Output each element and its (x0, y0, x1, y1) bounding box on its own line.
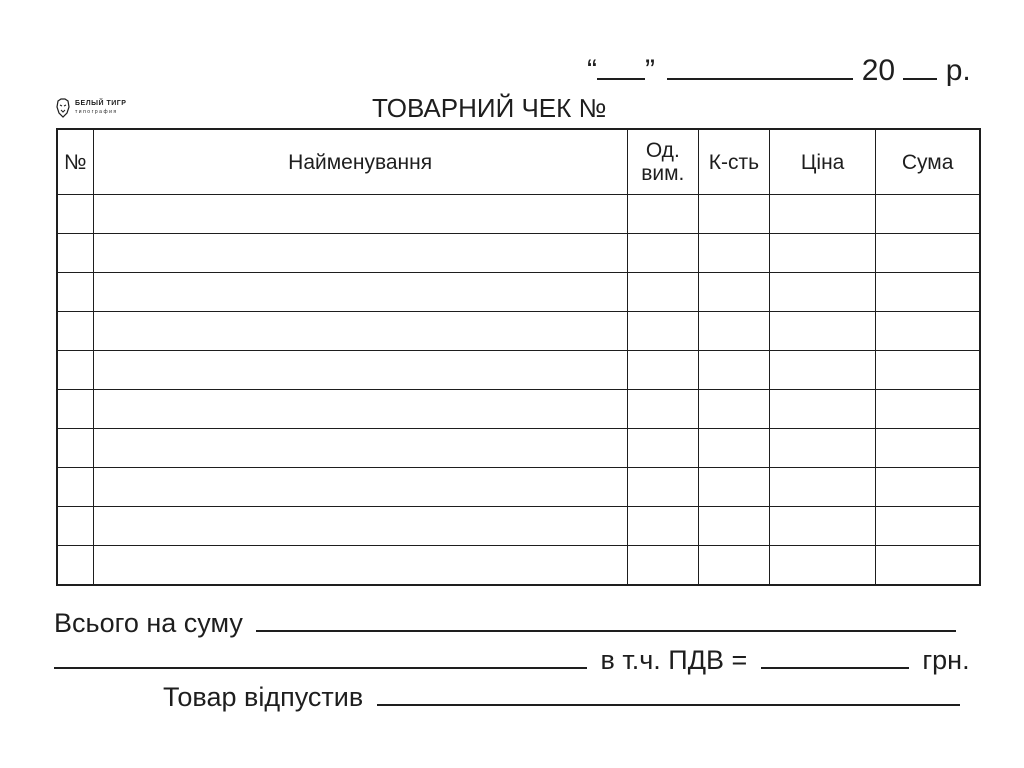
cell-unit[interactable] (627, 507, 698, 546)
cell-number[interactable] (57, 273, 93, 312)
month-blank[interactable] (667, 50, 853, 80)
cell-name[interactable] (93, 390, 627, 429)
cell-quantity[interactable] (698, 234, 769, 273)
table-row (57, 390, 980, 429)
cell-name[interactable] (93, 546, 627, 586)
cell-unit[interactable] (627, 351, 698, 390)
year-prefix: 20 (861, 54, 896, 87)
column-header-unit-text: Од. вим. (641, 139, 685, 185)
cell-quantity[interactable] (698, 312, 769, 351)
cell-unit[interactable] (627, 312, 698, 351)
table-row (57, 273, 980, 312)
cell-unit[interactable] (627, 234, 698, 273)
tiger-head-icon (55, 98, 71, 118)
table-row (57, 195, 980, 234)
cell-sum[interactable] (876, 273, 980, 312)
cell-price[interactable] (770, 390, 876, 429)
table-row (57, 546, 980, 586)
cell-price[interactable] (770, 546, 876, 586)
cell-number[interactable] (57, 312, 93, 351)
cell-quantity[interactable] (698, 390, 769, 429)
document-title: ТОВАРНИЙ ЧЕК № (372, 93, 607, 123)
released-blank[interactable] (377, 678, 960, 706)
column-header-sum: Сума (876, 129, 980, 195)
logo-subtitle: типография (75, 109, 118, 115)
cell-unit[interactable] (627, 546, 698, 586)
cell-quantity[interactable] (698, 546, 769, 586)
table-row (57, 429, 980, 468)
cell-number[interactable] (57, 468, 93, 507)
released-label: Товар відпустив (163, 682, 364, 712)
table-header-row (57, 129, 980, 195)
logo-brand: БЕЛЫЙ ТИГР (75, 100, 127, 107)
cell-price[interactable] (770, 468, 876, 507)
cell-name[interactable] (93, 234, 627, 273)
cell-unit[interactable] (627, 273, 698, 312)
cell-price[interactable] (770, 312, 876, 351)
date-line (587, 50, 971, 89)
year-blank[interactable] (903, 50, 937, 80)
cell-price[interactable] (770, 273, 876, 312)
released-line (163, 678, 960, 714)
table-row (57, 312, 980, 351)
cell-sum[interactable] (876, 234, 980, 273)
cell-quantity[interactable] (698, 468, 769, 507)
cell-sum[interactable] (876, 429, 980, 468)
table-row (57, 234, 980, 273)
vat-line (54, 641, 970, 677)
day-blank[interactable] (597, 50, 645, 80)
table-row (57, 507, 980, 546)
cell-number[interactable] (57, 429, 93, 468)
cell-sum[interactable] (876, 468, 980, 507)
cell-quantity[interactable] (698, 507, 769, 546)
cell-quantity[interactable] (698, 195, 769, 234)
close-quote: ” (645, 54, 655, 87)
column-header-name: Найменування (93, 129, 627, 195)
total-line (54, 604, 956, 640)
year-suffix: р. (945, 54, 971, 87)
cell-name[interactable] (93, 468, 627, 507)
cell-quantity[interactable] (698, 429, 769, 468)
cell-unit[interactable] (627, 195, 698, 234)
cell-price[interactable] (770, 429, 876, 468)
cell-number[interactable] (57, 351, 93, 390)
cell-number[interactable] (57, 195, 93, 234)
currency-label: грн. (922, 645, 970, 675)
table-row (57, 468, 980, 507)
cell-name[interactable] (93, 429, 627, 468)
cell-name[interactable] (93, 273, 627, 312)
vat-blank[interactable] (761, 641, 909, 669)
cell-unit[interactable] (627, 390, 698, 429)
cell-number[interactable] (57, 507, 93, 546)
total-continuation-blank[interactable] (54, 641, 587, 669)
cell-name[interactable] (93, 195, 627, 234)
total-blank[interactable] (256, 604, 956, 632)
cell-sum[interactable] (876, 351, 980, 390)
cell-sum[interactable] (876, 312, 980, 351)
cell-price[interactable] (770, 195, 876, 234)
cell-quantity[interactable] (698, 351, 769, 390)
cell-price[interactable] (770, 507, 876, 546)
printer-logo (55, 98, 145, 120)
table-row (57, 351, 980, 390)
cell-sum[interactable] (876, 507, 980, 546)
cell-sum[interactable] (876, 390, 980, 429)
column-header-number: № (57, 129, 93, 195)
cell-number[interactable] (57, 546, 93, 586)
cell-price[interactable] (770, 351, 876, 390)
cell-unit[interactable] (627, 429, 698, 468)
cell-name[interactable] (93, 507, 627, 546)
open-quote: “ (587, 54, 597, 87)
column-header-unit (627, 129, 698, 195)
column-header-price: Ціна (770, 129, 876, 195)
cell-quantity[interactable] (698, 273, 769, 312)
cell-name[interactable] (93, 312, 627, 351)
cell-price[interactable] (770, 234, 876, 273)
cell-number[interactable] (57, 234, 93, 273)
cell-name[interactable] (93, 351, 627, 390)
total-label: Всього на суму (54, 608, 243, 638)
cell-sum[interactable] (876, 195, 980, 234)
vat-label: в т.ч. ПДВ = (600, 645, 748, 675)
cell-unit[interactable] (627, 468, 698, 507)
cell-sum[interactable] (876, 546, 980, 586)
items-table (56, 128, 981, 586)
column-header-quantity: К-сть (698, 129, 769, 195)
cell-number[interactable] (57, 390, 93, 429)
